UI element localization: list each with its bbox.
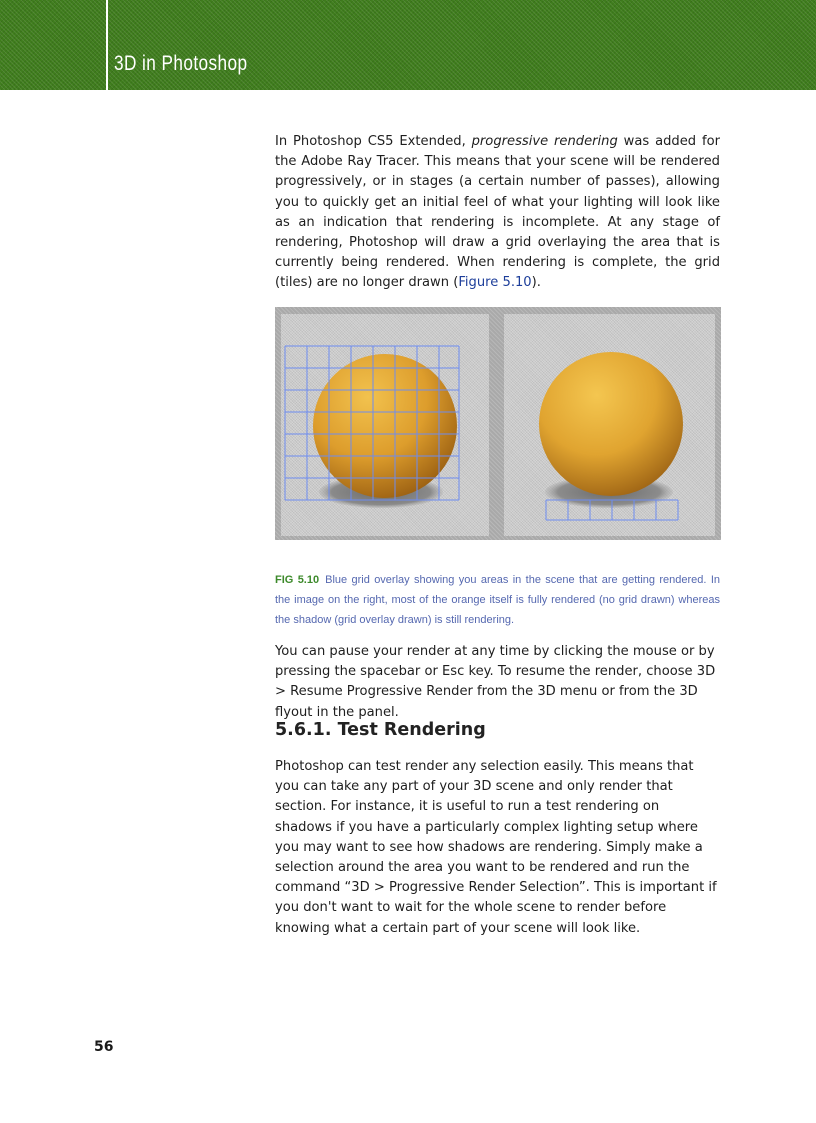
header-divider [106,0,108,90]
page-number: 56 [94,1039,114,1055]
pause-paragraph: You can pause your render at any time by clicking the mouse or by pressing the spacebar or Esc key. To resume the render, choose 3D > Resume Progressive Render from the 3D menu or from the 3D flyout in the panel. [275,644,716,720]
chapter-title: 3D in Photoshop [114,52,248,75]
test-rendering-paragraph: Photoshop can test render any selection easily. This means that you can take any part of your 3D scene and only render that section. For instance, it is useful to run a test rendering on shadows if you have a particularly complex lighting setup where you may want to see how shadows are rendering. Simply make a selection around the area you want to be rendered and run the command “3D > Progressive Render Selection”. This is important if you don't want to wait for the whole scene to render before knowing what a certain part of your scene will look like. [275,759,717,936]
intro-text-end: ). [531,275,541,291]
chapter-header-band [0,0,816,90]
render-in-progress-panel [281,314,489,536]
intro-emphasis: progressive rendering [471,134,618,149]
figure-label: FIG 5.10 [275,574,320,586]
figure-5-10 [275,307,721,540]
sphere-render-right [504,314,715,536]
intro-text-start: In Photoshop CS5 Extended, [275,134,472,149]
orange-sphere [313,354,457,498]
intro-paragraph [275,132,720,294]
sphere-render-left [281,314,489,536]
figure-caption [275,570,720,631]
orange-sphere [539,352,683,496]
intro-text-body: was added for the Adobe Ray Tracer. This means that your scene will be rendered progressively, or in stages (a certain number of passes), allowing you to quickly get an initial feel of what your lighting will look like as an indication that rendering is incomplete. At any stage of rendering, Photoshop will draw a grid overlaying the area that is currently being rendered. When rendering is complete, the grid (tiles) are no longer drawn ( [275,134,720,291]
render-nearly-complete-panel [504,314,715,536]
figure-reference-link[interactable]: Figure 5.10 [458,275,532,291]
section-heading: 5.6.1. Test Rendering [275,720,486,740]
figure-caption-text: Blue grid overlay showing you areas in the scene that are getting rendered. In the image on the right, most of the orange itself is fully rendered (no grid drawn) whereas the shadow (grid overlay drawn) is still rendering. [275,574,720,627]
